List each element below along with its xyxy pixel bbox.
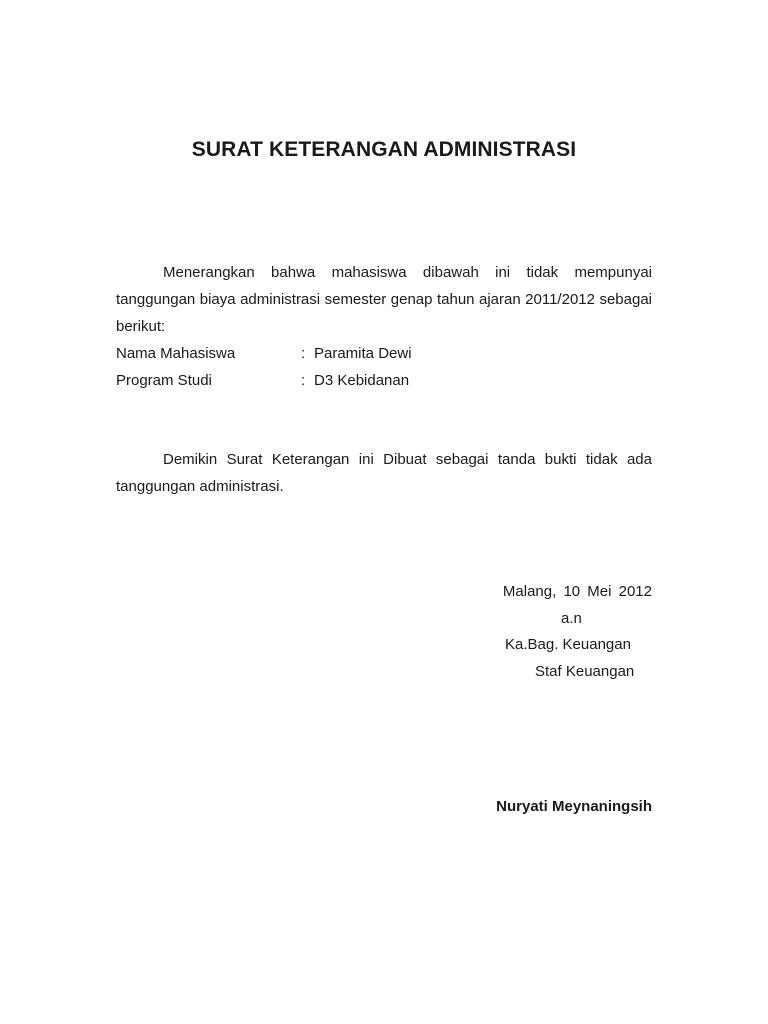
- field-label: Nama Mahasiswa: [116, 345, 236, 362]
- closing-paragraph: Demikin Surat Keterangan ini Dibuat sebagai tanda bukti tidak ada tanggungan administrasi.: [116, 451, 652, 495]
- field-value: Paramita Dewi: [314, 345, 412, 362]
- signature-position: Ka.Bag. Keuangan: [505, 636, 631, 653]
- document-title: SURAT KETERANGAN ADMINISTRASI: [191, 138, 577, 161]
- field-label: Program Studi: [116, 372, 212, 389]
- field-row-student-name: [116, 340, 652, 367]
- field-separator: :: [301, 345, 306, 362]
- field-separator: :: [301, 372, 306, 389]
- signature-place-date: Malang, 10 Mei 2012: [502, 583, 652, 600]
- signer-name: Nuryati Meynaningsih: [496, 798, 652, 815]
- field-value: D3 Kebidanan: [314, 372, 410, 389]
- signature-unit: Staf Keuangan: [535, 663, 635, 680]
- intro-paragraph: Menerangkan bahwa mahasiswa dibawah ini tidak mempunyai tanggungan biaya administrasi semester genap tahun ajaran 2011/2012 sebagai berikut:: [116, 264, 652, 335]
- signature-on-behalf: a.n: [561, 610, 582, 627]
- field-row-study-program: [116, 367, 652, 394]
